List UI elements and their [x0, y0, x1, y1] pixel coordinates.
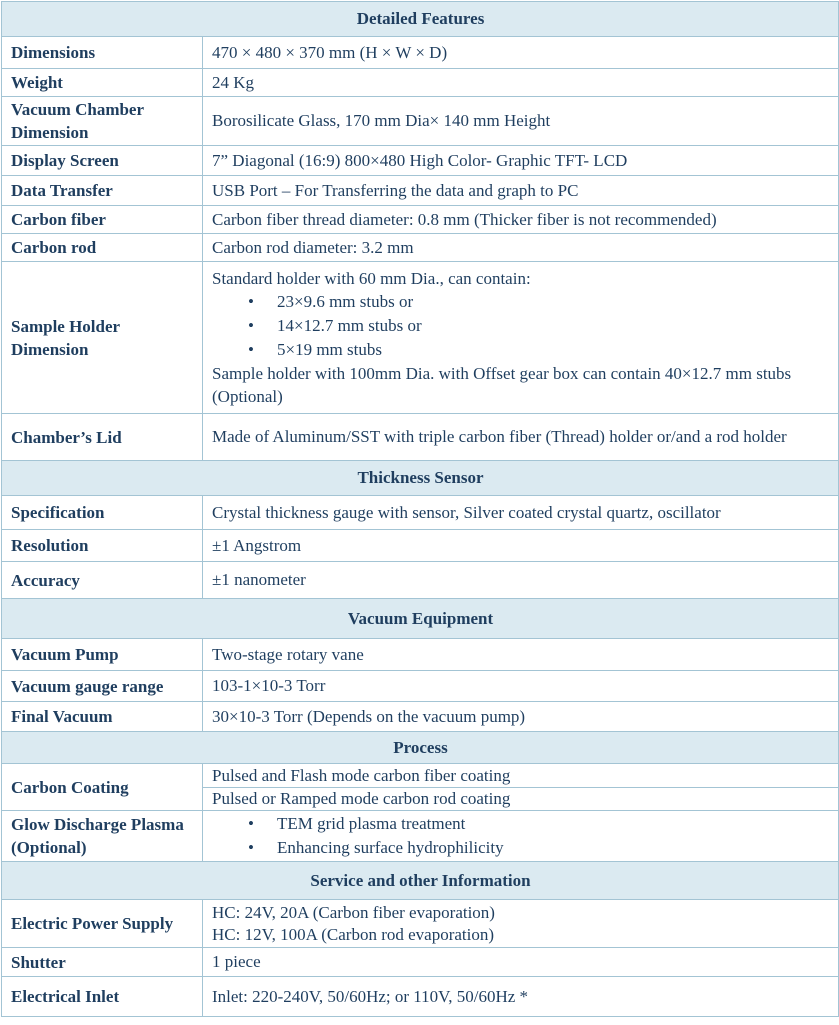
row-value: Carbon rod diameter: 3.2 mm — [203, 234, 839, 262]
list-item: • 5×19 mm stubs — [212, 338, 830, 362]
row-value — [203, 764, 839, 811]
row-value: Made of Aluminum/SST with triple carbon fiber (Thread) holder or/and a rod holder — [203, 414, 839, 461]
coating-line: Pulsed and Flash mode carbon fiber coating — [203, 765, 838, 788]
table-row — [2, 37, 839, 69]
table-row — [2, 764, 839, 811]
section-title: Process — [2, 732, 839, 764]
table-row — [2, 671, 839, 702]
row-value: Two-stage rotary vane — [203, 639, 839, 671]
holder-bullet-list — [212, 290, 830, 362]
list-item: • 23×9.6 mm stubs or — [212, 290, 830, 314]
row-label: Chamber’s Lid — [2, 414, 203, 461]
row-label: Vacuum gauge range — [2, 671, 203, 702]
row-value: USB Port – For Transferring the data and graph to PC — [203, 176, 839, 206]
section-title: Service and other Information — [2, 862, 839, 900]
section-header-service — [2, 862, 839, 900]
power-line: HC: 12V, 100A (Carbon rod evaporation) — [212, 924, 495, 944]
table-row — [2, 206, 839, 234]
section-header-process — [2, 732, 839, 764]
spec-table — [1, 1, 839, 1017]
table-row — [2, 146, 839, 176]
row-value: 1 piece — [203, 948, 839, 977]
row-label: Resolution — [2, 530, 203, 562]
section-header-thickness — [2, 461, 839, 496]
table-row — [2, 176, 839, 206]
section-title: Vacuum Equipment — [2, 599, 839, 639]
row-label: Accuracy — [2, 562, 203, 599]
row-value: 470 × 480 × 370 mm (H × W × D) — [203, 37, 839, 69]
row-label: Glow Discharge Plasma (Optional) — [2, 811, 203, 862]
row-value: ±1 Angstrom — [203, 530, 839, 562]
row-label: Electric Power Supply — [2, 900, 203, 948]
glow-bullet-list — [212, 812, 830, 860]
row-label: Dimensions — [2, 37, 203, 69]
row-label: Vacuum Chamber Dimension — [2, 97, 203, 146]
table-row — [2, 97, 839, 146]
row-value — [203, 811, 839, 862]
table-row — [2, 639, 839, 671]
table-row — [2, 702, 839, 732]
list-item: • 14×12.7 mm stubs or — [212, 314, 830, 338]
table-row — [2, 530, 839, 562]
row-label: Carbon rod — [2, 234, 203, 262]
table-row — [2, 414, 839, 461]
section-header-vacuum — [2, 599, 839, 639]
row-label: Carbon fiber — [2, 206, 203, 234]
row-value: Crystal thickness gauge with sensor, Silver coated crystal quartz, oscillator — [203, 496, 839, 530]
table-row — [2, 948, 839, 977]
row-label: Data Transfer — [2, 176, 203, 206]
power-line: HC: 24V, 20A (Carbon fiber evaporation) — [212, 902, 495, 922]
row-value: Borosilicate Glass, 170 mm Dia× 140 mm Height — [203, 97, 839, 146]
list-item: • Enhancing surface hydrophilicity — [212, 836, 830, 860]
section-title: Thickness Sensor — [2, 461, 839, 496]
row-label: Specification — [2, 496, 203, 530]
holder-intro: Standard holder with 60 mm Dia., can contain: — [212, 269, 531, 288]
row-label: Sample Holder Dimension — [2, 262, 203, 414]
table-row — [2, 262, 839, 414]
row-label: Shutter — [2, 948, 203, 977]
row-label: Vacuum Pump — [2, 639, 203, 671]
row-value: 30×10-3 Torr (Depends on the vacuum pump) — [203, 702, 839, 732]
row-value: 24 Kg — [203, 69, 839, 97]
row-label: Electrical Inlet — [2, 977, 203, 1017]
row-value: Inlet: 220-240V, 50/60Hz; or 110V, 50/60Hz * — [203, 977, 839, 1017]
row-value: ±1 nanometer — [203, 562, 839, 599]
row-label: Final Vacuum — [2, 702, 203, 732]
table-row — [2, 69, 839, 97]
holder-outro: Sample holder with 100mm Dia. with Offset gear box can contain 40×12.7 mm stubs (Optional) — [212, 364, 792, 406]
row-value — [203, 900, 839, 948]
table-row — [2, 811, 839, 862]
table-row — [2, 900, 839, 948]
list-item: • TEM grid plasma treatment — [212, 812, 830, 836]
row-value: Carbon fiber thread diameter: 0.8 mm (Thicker fiber is not recommended) — [203, 206, 839, 234]
coating-line: Pulsed or Ramped mode carbon rod coating — [212, 788, 511, 808]
table-row — [2, 234, 839, 262]
table-row — [2, 496, 839, 530]
row-value: 7” Diagonal (16:9) 800×480 High Color- Graphic TFT- LCD — [203, 146, 839, 176]
row-label: Display Screen — [2, 146, 203, 176]
row-value — [203, 262, 839, 414]
row-label: Weight — [2, 69, 203, 97]
row-value: 103-1×10-3 Torr — [203, 671, 839, 702]
section-title: Detailed Features — [2, 2, 839, 37]
row-label: Carbon Coating — [2, 764, 203, 811]
table-row — [2, 977, 839, 1017]
section-header-features — [2, 2, 839, 37]
table-row — [2, 562, 839, 599]
